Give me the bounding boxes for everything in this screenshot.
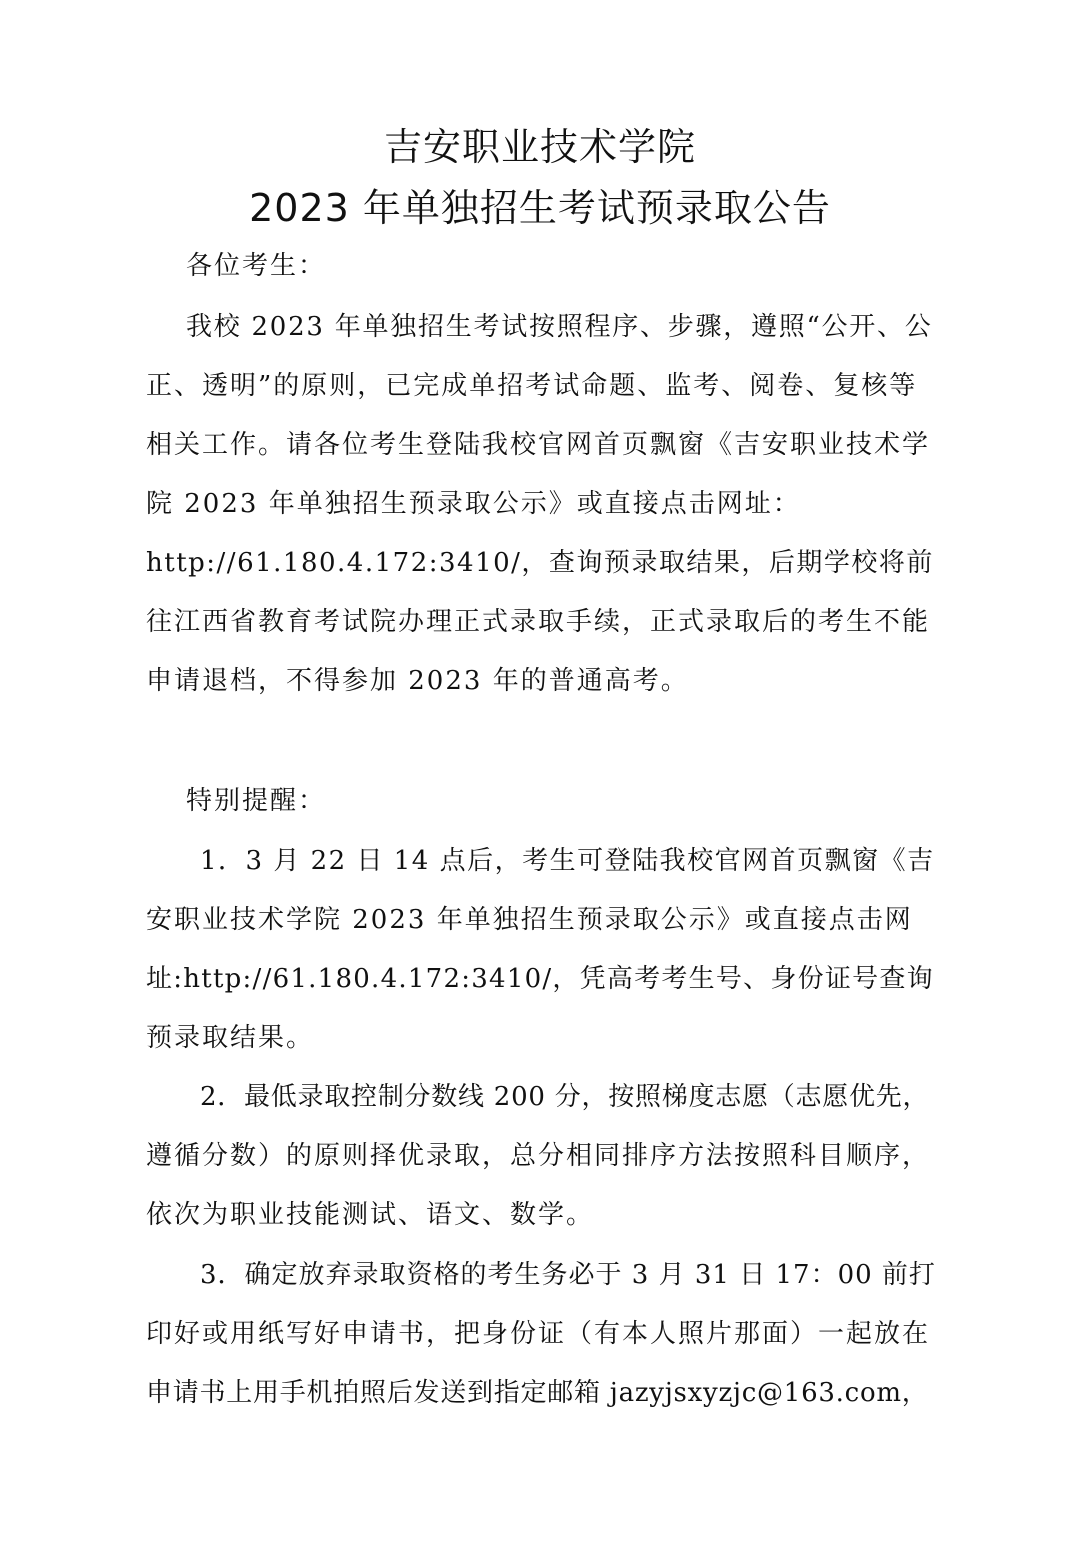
intro-line: 申请退档，不得参加 2023 年的普通高考。 <box>146 666 689 696</box>
intro-line: 正、透明”的原则，已完成单招考试命题、监考、阅卷、复核等 <box>146 371 918 401</box>
greeting: 各位考生： <box>186 251 327 281</box>
intro-line: 院 2023 年单独招生预录取公示》或直接点击网址： <box>146 489 801 519</box>
document-title-line1: 吉安职业技术学院 <box>383 125 696 169</box>
intro-line-url: http://61.180.4.172:3410/，查询预录取结果，后期学校将前 <box>146 548 934 578</box>
item1-line: 安职业技术学院 2023 年单独招生预录取公示》或直接点击网 <box>146 905 913 935</box>
item3-line-email: 申请书上用手机拍照后发送到指定邮箱 jazyjsxyzjc@163.com， <box>146 1378 929 1408</box>
item2-line: 遵循分数）的原则择优录取，总分相同排序方法按照科目顺序， <box>146 1141 931 1171</box>
reminder-heading: 特别提醒： <box>186 786 327 816</box>
item1-line: 1．3 月 22 日 14 点后，考生可登陆我校官网首页飘窗《吉 <box>200 846 935 876</box>
intro-line: 我校 2023 年单独招生考试按照程序、步骤，遵照“公开、公 <box>186 312 933 342</box>
item1-line: 预录取结果。 <box>146 1023 315 1053</box>
item2-line: 2．最低录取控制分数线 200 分，按照梯度志愿（志愿优先， <box>200 1082 930 1112</box>
intro-line: 相关工作。请各位考生登陆我校官网首页飘窗《吉安职业技术学 <box>146 430 931 460</box>
item3-line: 3．确定放弃录取资格的考生务必于 3 月 31 日 17：00 前打 <box>200 1260 936 1290</box>
item2-line: 依次为职业技能测试、语文、数学。 <box>146 1200 595 1230</box>
item1-line-url: 址:http://61.180.4.172:3410/，凭高考考生号、身份证号查询 <box>146 964 934 994</box>
intro-line: 往江西省教育考试院办理正式录取手续，正式录取后的考生不能 <box>146 607 931 637</box>
document-title-line2: 2023 年单独招生考试预录取公告 <box>249 186 831 230</box>
item3-line: 印好或用纸写好申请书，把身份证（有本人照片那面）一起放在 <box>146 1319 931 1349</box>
